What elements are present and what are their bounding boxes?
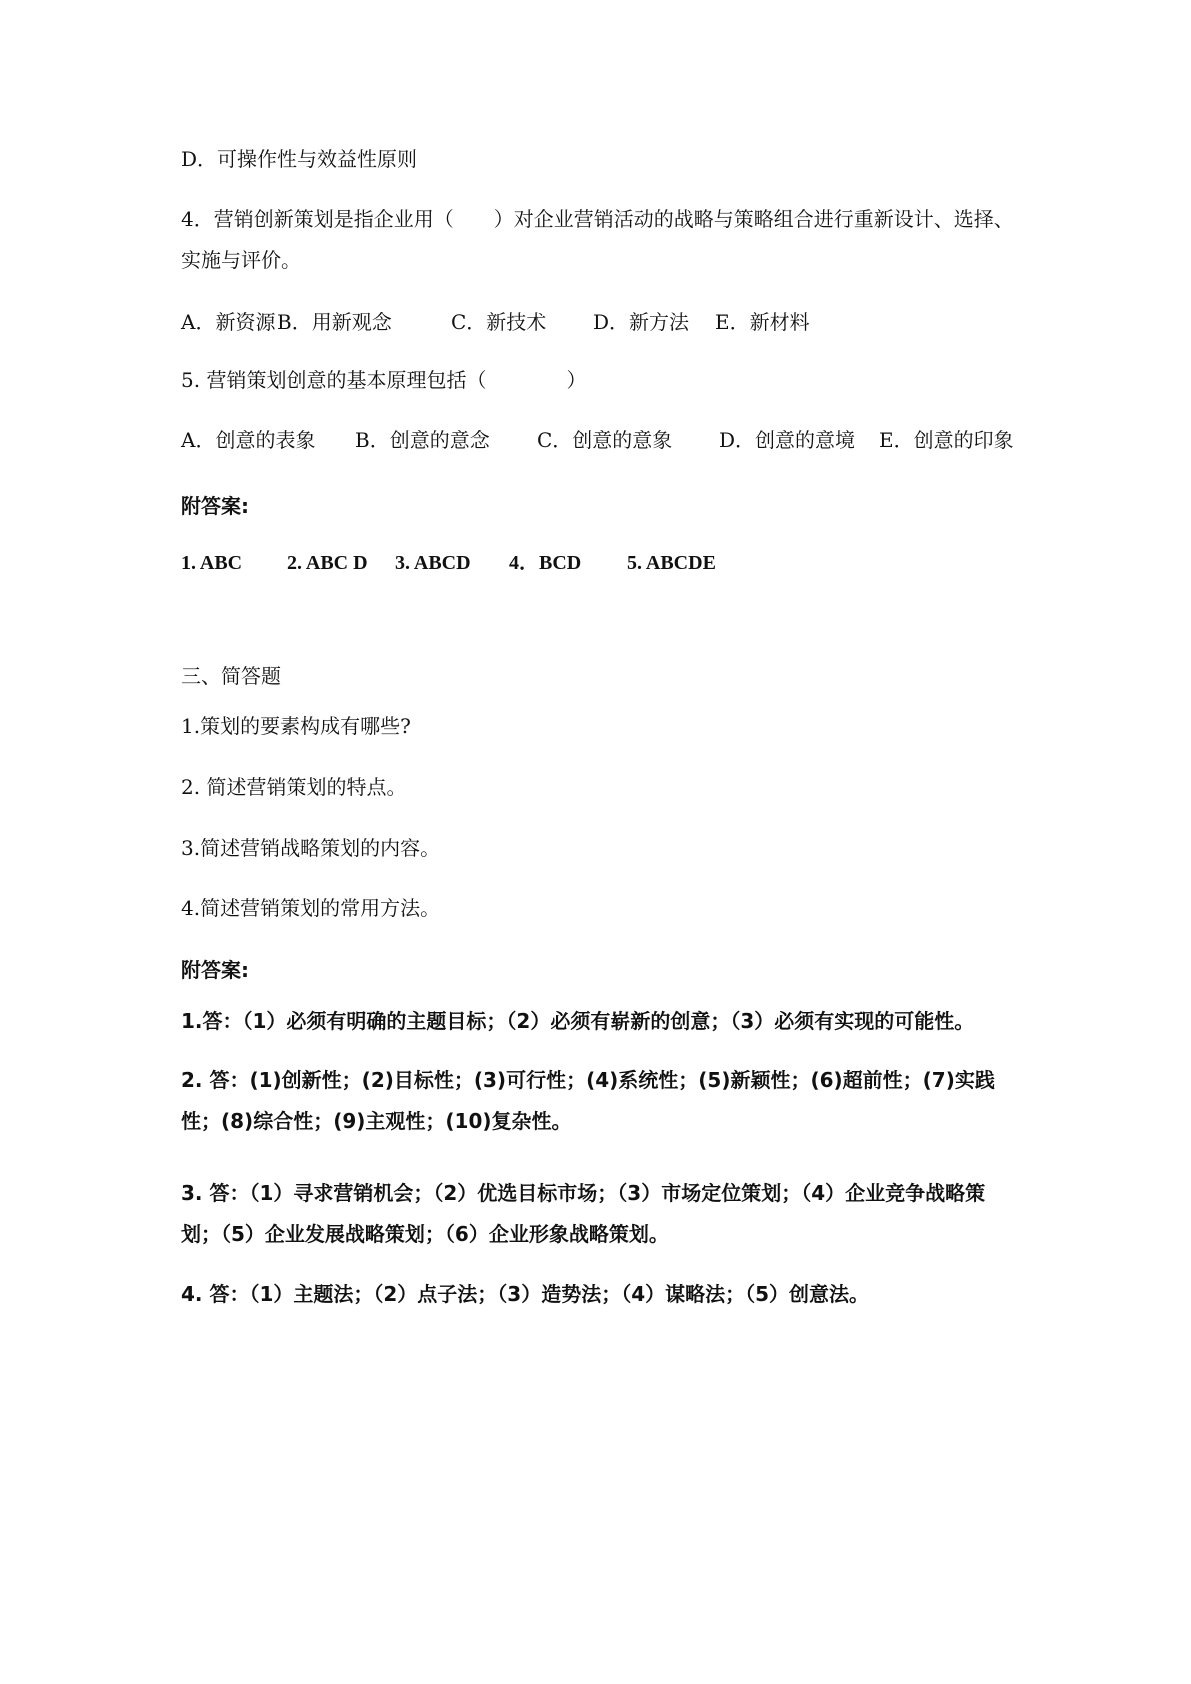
short-question-4: 4.简述营销策划的常用方法。 <box>181 896 441 920</box>
short-question-2: 2. 简述营销策划的特点。 <box>181 775 407 799</box>
q5-stem: 5. 营销策划创意的基本原理包括（ ） <box>181 368 587 392</box>
mc-answer-heading: 附答案: <box>181 494 249 518</box>
section-title-short-answer: 三、简答题 <box>181 664 281 688</box>
mc-answer-1: 1. ABC <box>181 552 243 574</box>
short-answer-3: 3. 答：（1）寻求营销机会；（2）优选目标市场；（3）市场定位策划；（4）企业竞争战略策划；（5）企业发展战略策划；（6）企业形象战略策划。 <box>181 1181 986 1246</box>
short-answer-1: 1.答：（1）必须有明确的主题目标；（2）必须有崭新的创意；（3）必须有实现的可能性。 <box>181 1009 975 1033</box>
q5-option-e: E．创意的印象 <box>879 428 1014 452</box>
q4-option-d: D．新方法 <box>593 310 690 334</box>
mc-answer-5: 5. ABCDE <box>627 552 716 574</box>
q4-option-a: A．新资源 <box>181 310 276 334</box>
q5-option-d: D．创意的意境 <box>719 428 856 452</box>
q3-option-d: D．可操作性与效益性原则 <box>181 147 418 171</box>
q5-options <box>181 428 1021 452</box>
short-answer-2: 2. 答：(1)创新性；(2)目标性；(3)可行性；(4)系统性；(5)新颖性；(6)超前性；(7)实践性；(8)综合性；(9)主观性；(10)复杂性。 <box>181 1068 995 1133</box>
short-answer-4: 4. 答：（1）主题法；（2）点子法；（3）造势法；（4）谋略法；（5）创意法。 <box>181 1282 870 1306</box>
short-question-3: 3.简述营销战略策划的内容。 <box>181 836 441 860</box>
mc-answer-4: 4．BCD <box>509 552 582 574</box>
q4-option-c: C．新技术 <box>451 310 547 334</box>
q4-option-e: E．新材料 <box>715 310 810 334</box>
short-answer-heading: 附答案: <box>181 958 249 982</box>
mc-answer-3: 3. ABCD <box>395 552 471 574</box>
q5-option-c: C．创意的意象 <box>537 428 673 452</box>
q5-option-b: B．创意的意念 <box>355 428 490 452</box>
q4-stem: 4．营销创新策划是指企业用（ ）对企业营销活动的战略与策略组合进行重新设计、选择、实施与评价。 <box>181 207 1014 272</box>
short-question-1: 1.策划的要素构成有哪些? <box>181 714 411 738</box>
q4-option-b: B．用新观念 <box>277 310 392 334</box>
mc-answer-2: 2. ABC D <box>287 552 368 574</box>
q5-option-a: A．创意的表象 <box>181 428 316 452</box>
q4-options <box>181 310 1021 334</box>
mc-answers <box>181 551 1021 575</box>
